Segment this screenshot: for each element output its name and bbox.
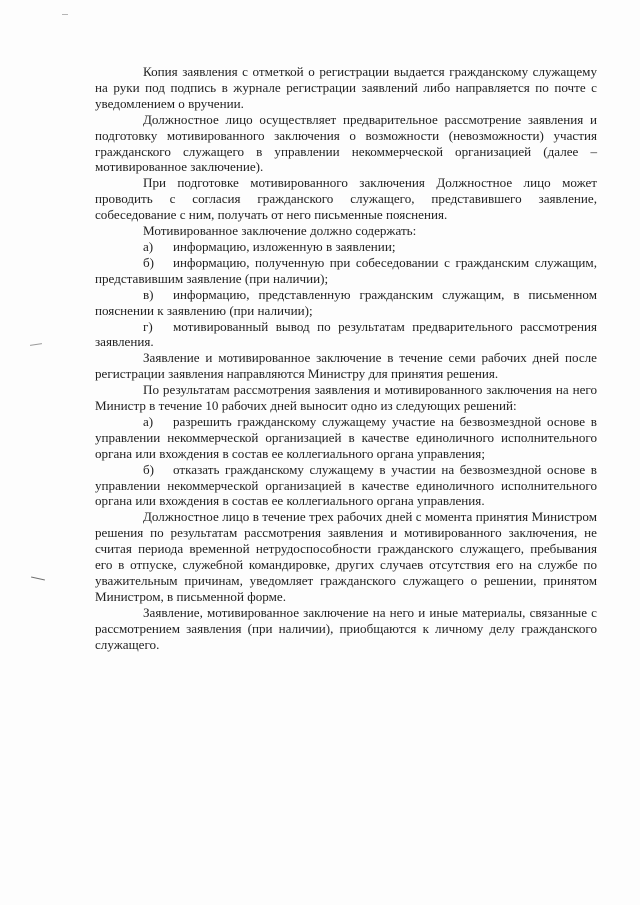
list-marker: г) <box>143 318 153 334</box>
paragraph: Заявление, мотивированное заключение на него и иные материалы, связанные с рассмотрением заявления (при наличии), приобщаются к личному делу гражданского служащего. <box>95 604 597 652</box>
list-item-text: мотивированный вывод по результатам предварительного рассмотрения заявления. <box>95 318 597 350</box>
decision-item <box>95 462 597 510</box>
paragraph: По результатам рассмотрения заявления и мотивированного заключения на него Министр в течение 10 рабочих дней выносит одно из следующих решений: <box>95 382 597 414</box>
scan-artifact-mark <box>62 14 68 15</box>
scan-artifact-mark <box>30 343 42 346</box>
list-item-text: информацию, представленную гражданским служащим, в письменном пояснении к заявлению (при наличии); <box>95 286 597 318</box>
list-item <box>95 239 597 255</box>
paragraph: Должностное лицо в течение трех рабочих дней с момента принятия Министром решения по результатам рассмотрения заявления и мотивированного заключения, не считая периода временной нетрудоспособности гражданского служащего, пребывания его в отпуске, служебной командировке, других случаев отсутствия его на службе по уважительным причинам, уведомляет гражданского служащего о решении, принятом Министром, в письменной форме. <box>95 509 597 604</box>
list-marker: б) <box>143 254 155 270</box>
paragraph: Мотивированное заключение должно содержать: <box>143 223 417 239</box>
list-item <box>95 319 597 351</box>
paragraph: Заявление и мотивированное заключение в течение семи рабочих дней после регистрации заявления направляются Министру для принятия решения. <box>95 350 597 382</box>
decision-item <box>95 414 597 462</box>
list-marker: б) <box>143 461 155 477</box>
list-marker: в) <box>143 286 154 302</box>
document-body <box>95 64 597 653</box>
decision-text: отказать гражданскому служащему в участии на безвозмездной основе в управлении некоммерческой организацией в качестве единоличного исполнительного органа или вхождения в состав ее коллегиального органа управления. <box>95 461 597 509</box>
decision-text: разрешить гражданскому служащему участие на безвозмездной основе в управлении некоммерческой организацией в качестве единоличного исполнительного органа или вхождения в состав ее коллегиального органа управления; <box>95 413 597 461</box>
list-marker: а) <box>143 238 154 254</box>
list-item-text: информацию, полученную при собеседовании с гражданским служащим, представившим заявление (при наличии); <box>95 254 597 286</box>
scan-artifact-mark <box>31 577 45 581</box>
list-item <box>95 287 597 319</box>
paragraph: Должностное лицо осуществляет предварительное рассмотрение заявления и подготовку мотивированного заключения о возможности (невозможности) участия гражданского служащего в управлении некоммерческой организацией (далее – мотивированное заключение). <box>95 111 597 175</box>
list-item-text: информацию, изложенную в заявлении; <box>173 238 396 254</box>
list-item <box>95 255 597 287</box>
paragraph: При подготовке мотивированного заключения Должностное лицо может проводить с согласия гражданского служащего, представившего заявление, собеседование с ним, получать от него письменные пояснения. <box>95 175 597 223</box>
paragraph: Копия заявления с отметкой о регистрации выдается гражданскому служащему на руки под подпись в журнале регистрации заявлений либо направляется по почте с уведомлением о вручении. <box>95 64 597 111</box>
list-marker: а) <box>143 413 154 429</box>
